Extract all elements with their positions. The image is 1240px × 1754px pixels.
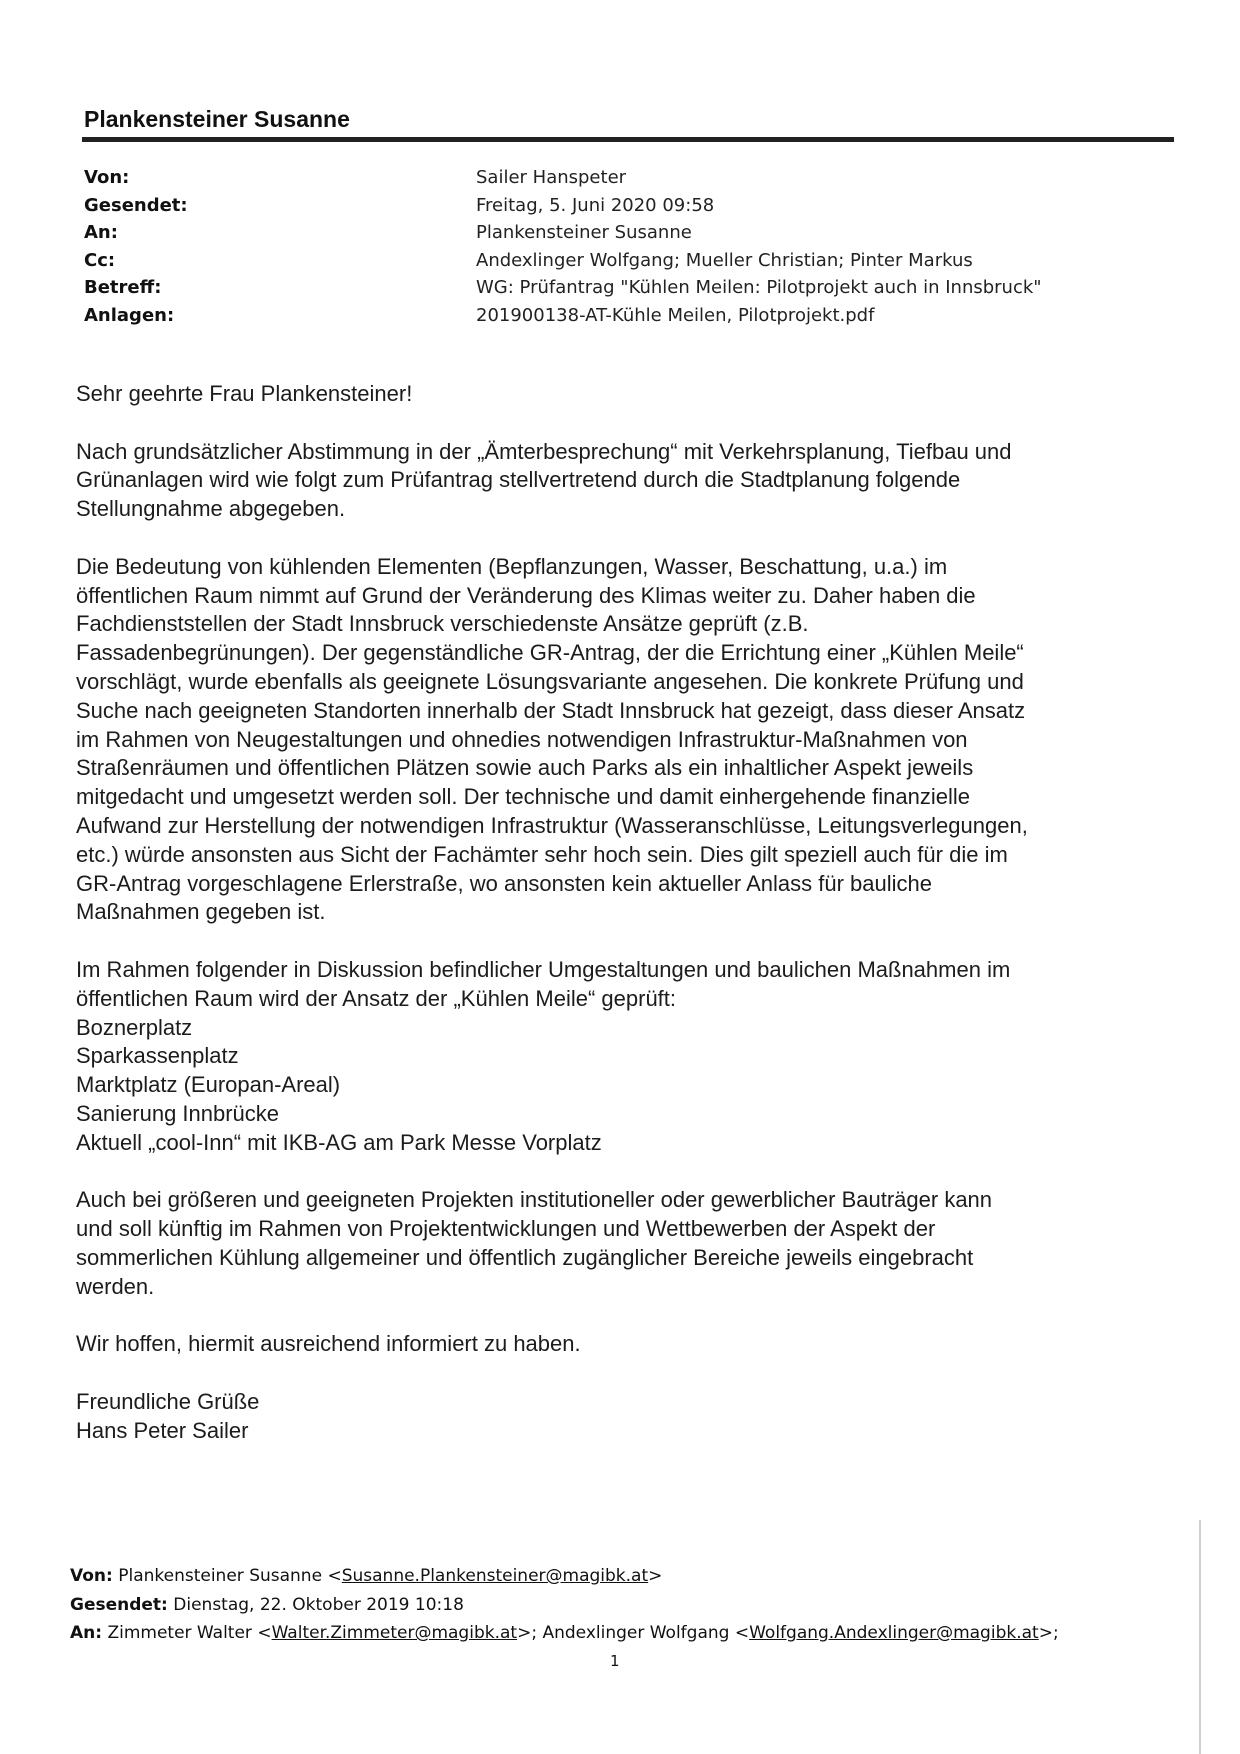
header-label: Cc: <box>84 249 116 271</box>
forwarded-from-email-link[interactable]: Susanne.Plankensteiner@magibk.at <box>341 1566 649 1586</box>
body-line: GR-Antrag vorgeschlagene Erlerstraße, wo ansonsten kein aktueller Anlass für bauliche <box>76 870 933 896</box>
body-line: öffentlichen Raum wird der Ansatz der „Kühlen Meile“ geprüft: <box>76 985 677 1011</box>
header-label: Betreff: <box>84 277 162 298</box>
body-line: und soll künftig im Rahmen von Projektentwicklungen und Wettbewerben der Aspekt der <box>76 1216 936 1242</box>
header-label: Gesendet: <box>84 194 188 216</box>
list-item: Boznerplatz <box>76 1014 193 1040</box>
header-row-subject <box>84 274 1042 302</box>
page-number: 1 <box>610 1652 620 1670</box>
body-line: sommerlichen Kühlung allgemeiner und öffentlich zugänglicher Bereiche jeweils eingebracht <box>76 1244 974 1270</box>
forwarded-from-label: Von: <box>70 1566 113 1586</box>
body-line: im Rahmen von Neugestaltungen und ohnedies notwendigen Infrastruktur-Maßnahmen von <box>76 726 968 752</box>
body-line: vorschlägt, wurde ebenfalls als geeignete Lösungsvariante angesehen. Die konkrete Prüfung und <box>76 668 1024 694</box>
list-item: Sparkassenplatz <box>76 1043 239 1069</box>
closing-remark: Wir hoffen, hiermit ausreichend informiert zu haben. <box>76 1331 581 1357</box>
forwarded-to-name: Zimmeter Walter <box>107 1623 252 1643</box>
header-value: 201900138-AT-Kühle Meilen, Pilotprojekt.pdf <box>476 304 875 326</box>
header-label: Von: <box>84 167 130 188</box>
body-line: Fachdienststellen der Stadt Innsbruck verschiedenste Ansätze geprüft (z.B. <box>76 611 809 637</box>
body-line: Fassadenbegrünungen). Der gegenständliche GR-Antrag, der die Errichtung einer „Kühlen Meile“ <box>76 640 1024 666</box>
forwarded-sent-row <box>70 1591 1059 1620</box>
body-line: Die Bedeutung von kühlenden Elementen (Bepflanzungen, Wasser, Beschattung, u.a.) im <box>76 553 948 579</box>
header-value: Andexlinger Wolfgang; Mueller Christian; Pinter Markus <box>476 249 973 271</box>
greeting: Sehr geehrte Frau Plankensteiner! <box>76 381 413 406</box>
forwarded-from-row: Von: Plankensteiner Susanne <Susanne.Plankensteiner@magibk.at> <box>70 1566 663 1586</box>
header-value: Plankensteiner Susanne <box>476 222 692 243</box>
forwarded-to-email-link[interactable]: Wolfgang.Andexlinger@magibk.at <box>749 1623 1039 1643</box>
title-divider <box>82 137 1174 142</box>
forwarded-to-email-link[interactable]: Walter.Zimmeter@magibk.at <box>271 1623 518 1643</box>
body-line: Straßenräumen und öffentlichen Plätzen sowie auch Parks als ein inhaltlicher Aspekt jeweils <box>76 755 974 781</box>
mailbox-owner-name: Plankensteiner Susanne <box>84 106 350 132</box>
list-item: Aktuell „cool-Inn“ mit IKB-AG am Park Messe Vorplatz <box>76 1129 602 1155</box>
paragraph-locations <box>76 956 1156 1158</box>
forwarded-header <box>70 1562 1059 1648</box>
list-item: Sanierung Innbrücke <box>76 1100 280 1126</box>
header-value: WG: Prüfantrag "Kühlen Meilen: Pilotprojekt auch in Innsbruck" <box>476 277 1042 298</box>
forwarded-sent-label: Gesendet: <box>70 1594 168 1615</box>
header-row-attachments <box>84 302 1042 330</box>
header-row-to <box>84 219 1042 247</box>
header-label: An: <box>84 222 118 243</box>
body-line: Auch bei größeren und geeigneten Projekten institutioneller oder gewerblicher Bauträger kann <box>76 1187 993 1213</box>
forwarded-from-name: Plankensteiner Susanne <box>118 1566 323 1586</box>
body-line: werden. <box>76 1273 155 1299</box>
forwarded-to-name: Andexlinger Wolfgang <box>542 1623 730 1643</box>
forwarded-sent-value: Dienstag, 22. Oktober 2019 10:18 <box>173 1594 464 1615</box>
forwarded-to-row: An: Zimmeter Walter <Walter.Zimmeter@magibk.at>; Andexlinger Wolfgang <Wolfgang.Andexlinger@magibk.at>; <box>70 1623 1059 1643</box>
signature-name: Hans Peter Sailer <box>76 1417 249 1443</box>
body-line: Stellungnahme abgegeben. <box>76 496 346 522</box>
header-value: Sailer Hanspeter <box>476 167 627 188</box>
scan-edge-line <box>1199 1520 1201 1754</box>
body-line: Im Rahmen folgender in Diskussion befindlicher Umgestaltungen und baulichen Maßnahmen im <box>76 956 1011 982</box>
paragraph-developers <box>76 1186 1156 1301</box>
body-line: Aufwand zur Herstellung der notwendigen Infrastruktur (Wasseranschlüsse, Leitungsverlegungen, <box>76 812 1028 838</box>
email-header <box>84 164 1042 329</box>
forwarded-to-label: An: <box>70 1623 103 1643</box>
paragraph-intro <box>76 438 1156 524</box>
body-line: Maßnahmen gegeben ist. <box>76 899 326 925</box>
body-line: Nach grundsätzlicher Abstimmung in der „Ämterbesprechung“ mit Verkehrsplanung, Tiefbau und <box>76 438 1012 464</box>
header-row-sent <box>84 192 1042 220</box>
closing-greeting: Freundliche Grüße <box>76 1388 260 1414</box>
body-line: Grünanlagen wird wie folgt zum Prüfantrag stellvertretend durch die Stadtplanung folgende <box>76 467 961 493</box>
email-body <box>76 380 1156 1445</box>
header-row-from <box>84 164 1042 192</box>
list-item: Marktplatz (Europan-Areal) <box>76 1072 341 1098</box>
body-line: öffentlichen Raum nimmt auf Grund der Veränderung des Klimas weiter zu. Daher haben die <box>76 582 976 608</box>
header-label: Anlagen: <box>84 304 175 326</box>
header-row-cc <box>84 247 1042 275</box>
body-line: Suche nach geeigneten Standorten innerhalb der Stadt Innsbruck hat gezeigt, dass dieser Ansatz <box>76 697 1026 723</box>
body-line: etc.) würde ansonsten aus Sicht der Fachämter sehr hoch sein. Dies gilt speziell auch für die im <box>76 841 1008 867</box>
body-line: mitgedacht und umgesetzt werden soll. Der technische und damit einhergehende finanzielle <box>76 784 970 810</box>
header-value: Freitag, 5. Juni 2020 09:58 <box>476 194 715 216</box>
paragraph-assessment <box>76 553 1156 927</box>
